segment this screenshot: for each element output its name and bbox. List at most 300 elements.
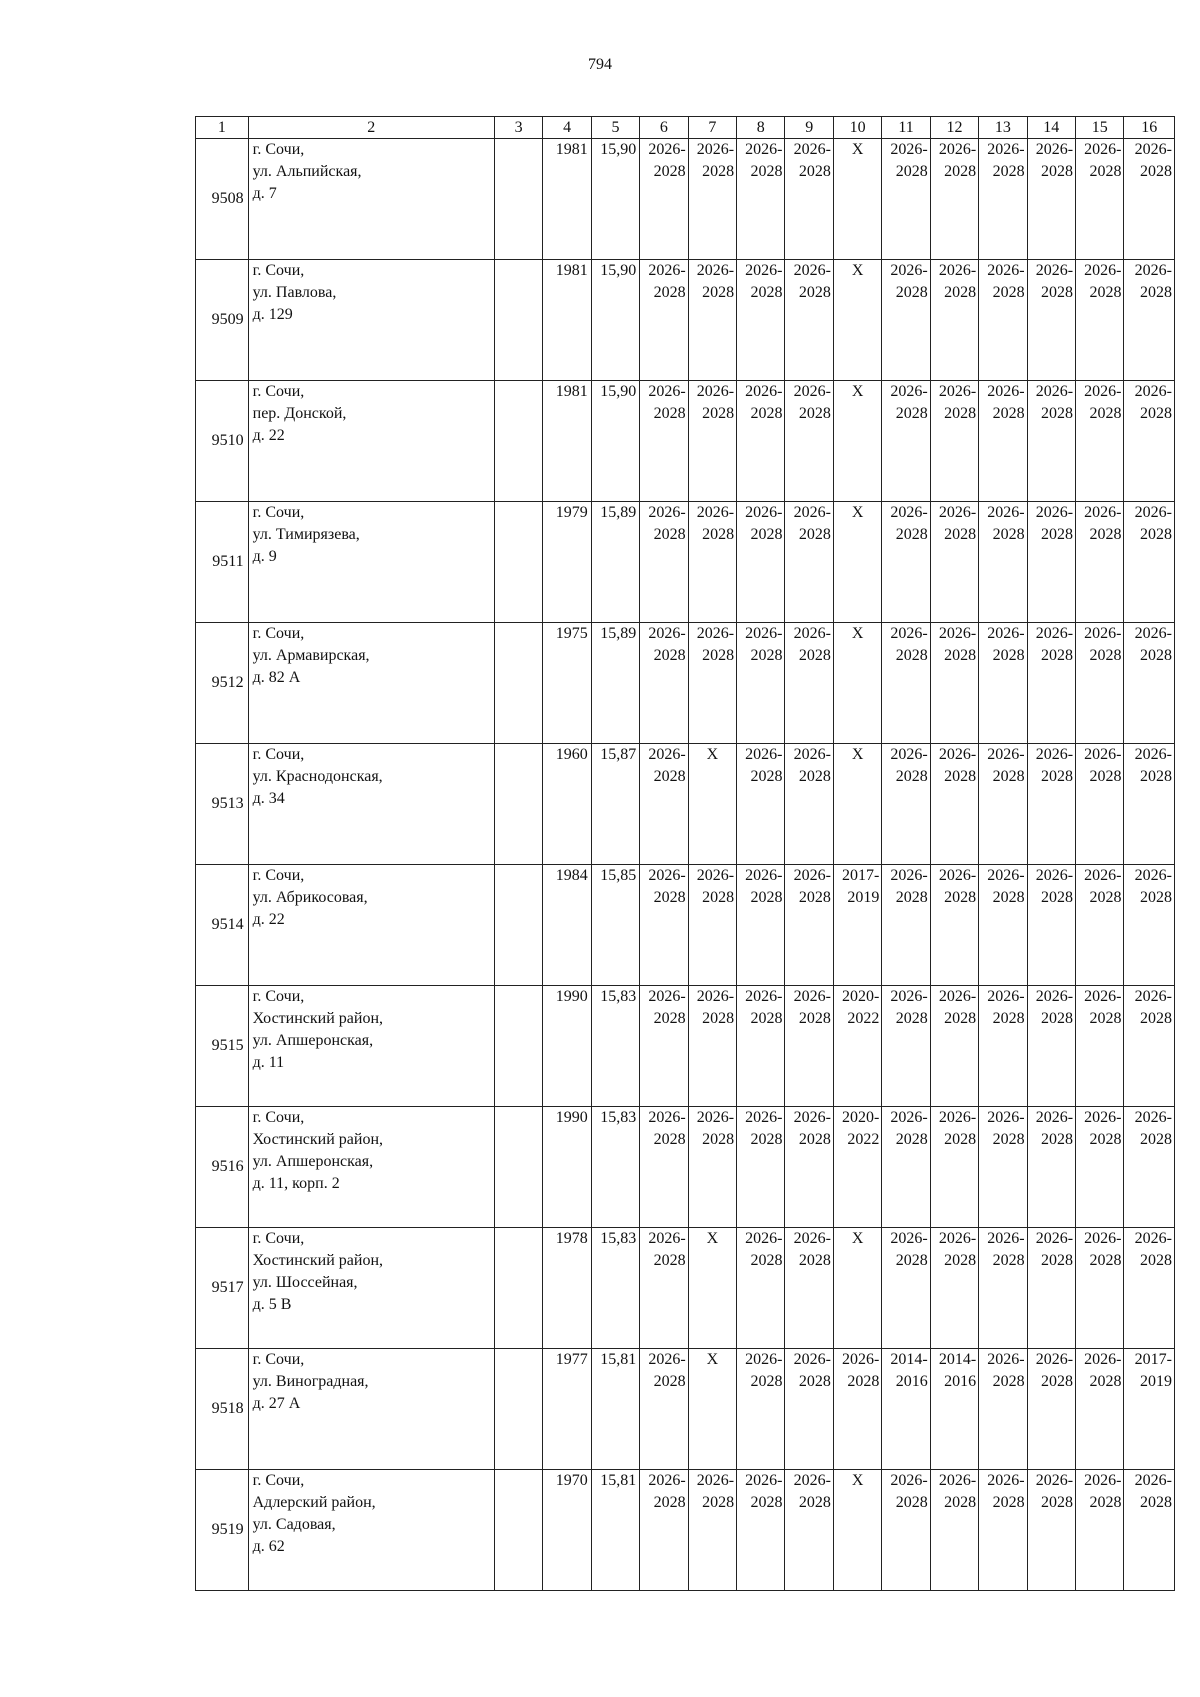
address-line: ул. Армавирская, <box>252 647 370 664</box>
period-cell <box>979 1470 1027 1591</box>
address-line: г. Сочи, <box>252 1351 305 1368</box>
period-value: 2026- 2028 <box>1084 383 1122 422</box>
period-value: 2026- 2028 <box>890 746 928 785</box>
col3-cell <box>494 502 542 623</box>
period-value: 2026- 2028 <box>890 625 928 664</box>
address-cell <box>248 623 494 744</box>
period-value: 2026- 2028 <box>938 988 977 1027</box>
period-cell <box>1027 139 1075 260</box>
period-value: 2026- 2028 <box>648 988 686 1027</box>
period-value: 2026- 2028 <box>987 746 1025 785</box>
address-line: ул. Апшеронская, <box>252 1032 374 1049</box>
period-cell <box>737 865 785 986</box>
period-cell <box>930 260 978 381</box>
period-value: Х <box>851 141 864 158</box>
period-value: Х <box>851 746 864 763</box>
address-cell <box>248 502 494 623</box>
address-line: ул. Альпийская, <box>252 163 362 180</box>
period-cell <box>737 260 785 381</box>
table-row <box>196 260 1175 381</box>
year-cell: 1960 <box>543 744 591 865</box>
period-cell <box>930 139 978 260</box>
period-value: 2017- 2019 <box>1134 1351 1172 1390</box>
address-line: пер. Донской, <box>252 405 347 422</box>
period-value: 2026- 2028 <box>890 141 928 180</box>
year-cell: 1984 <box>543 865 591 986</box>
address-cell <box>248 1349 494 1470</box>
period-value: 2026- 2028 <box>793 1472 831 1511</box>
period-value: 2026- 2028 <box>793 383 831 422</box>
column-header: 5 <box>591 117 639 139</box>
period-value: 2026- 2028 <box>1084 1351 1122 1390</box>
period-value: 2026- 2028 <box>1035 1472 1074 1511</box>
period-cell <box>785 1107 833 1228</box>
period-cell <box>882 502 930 623</box>
period-value: 2026- 2028 <box>1084 262 1122 301</box>
year-cell: 1970 <box>543 1470 591 1591</box>
period-cell <box>833 1228 881 1349</box>
column-header: 9 <box>785 117 833 139</box>
period-cell <box>1027 744 1075 865</box>
period-cell <box>1124 381 1175 502</box>
period-value: 2026- 2028 <box>1035 1230 1074 1269</box>
column-header: 6 <box>640 117 688 139</box>
period-cell <box>979 502 1027 623</box>
col3-cell <box>494 1470 542 1591</box>
period-value: 2026- 2028 <box>938 1472 977 1511</box>
period-cell <box>737 623 785 744</box>
address-line: ул. Шоссейная, <box>252 1274 358 1291</box>
period-cell <box>1076 381 1124 502</box>
period-value: 2026- 2028 <box>648 141 686 180</box>
col3-cell <box>494 865 542 986</box>
period-value: 2014- 2016 <box>938 1351 977 1390</box>
period-cell <box>1124 865 1175 986</box>
period-cell <box>640 744 688 865</box>
address-line: д. 22 <box>252 911 285 928</box>
period-cell <box>688 502 736 623</box>
page-number: 794 <box>588 56 612 73</box>
col3-cell <box>494 1349 542 1470</box>
period-cell <box>1027 502 1075 623</box>
period-value: 2026- 2028 <box>648 1351 686 1390</box>
period-cell <box>882 1470 930 1591</box>
period-cell <box>785 381 833 502</box>
period-value: 2026- 2028 <box>938 141 977 180</box>
period-cell <box>833 865 881 986</box>
period-cell <box>882 623 930 744</box>
period-cell <box>979 1349 1027 1470</box>
address-line: д. 27 А <box>252 1395 301 1412</box>
column-header: 14 <box>1027 117 1075 139</box>
period-cell <box>930 1470 978 1591</box>
period-cell <box>930 865 978 986</box>
period-value: 2026- 2028 <box>890 383 928 422</box>
column-header: 7 <box>688 117 736 139</box>
period-cell <box>688 1228 736 1349</box>
period-value: 2026- 2028 <box>1035 1351 1074 1390</box>
period-cell <box>688 865 736 986</box>
period-value: 2026- 2028 <box>745 867 783 906</box>
period-value: 2026- 2028 <box>987 1230 1025 1269</box>
period-cell <box>882 1107 930 1228</box>
period-cell <box>833 623 881 744</box>
period-value: 2026- 2028 <box>1134 504 1172 543</box>
period-value: 2026- 2028 <box>745 988 783 1027</box>
period-cell <box>833 260 881 381</box>
period-value: 2026- 2028 <box>696 867 735 906</box>
period-cell <box>930 1107 978 1228</box>
period-cell <box>1027 1349 1075 1470</box>
period-cell <box>882 381 930 502</box>
period-cell <box>785 986 833 1107</box>
period-cell <box>833 1470 881 1591</box>
year-cell: 1981 <box>543 139 591 260</box>
address-line: д. 34 <box>252 790 285 807</box>
table-row <box>196 744 1175 865</box>
value-cell: 15,90 <box>591 260 639 381</box>
period-value: 2026- 2028 <box>696 141 735 180</box>
period-cell <box>930 1228 978 1349</box>
period-cell <box>1076 1349 1124 1470</box>
period-cell <box>785 1470 833 1591</box>
period-value: 2026- 2028 <box>1035 1109 1074 1148</box>
period-cell <box>979 139 1027 260</box>
period-value: 2026- 2028 <box>938 867 977 906</box>
address-cell <box>248 1470 494 1591</box>
period-value: 2026- 2028 <box>938 383 977 422</box>
column-header: 1 <box>196 117 249 139</box>
table-row <box>196 1107 1175 1228</box>
column-header: 10 <box>833 117 881 139</box>
address-line: г. Сочи, <box>252 1472 305 1489</box>
period-cell <box>1027 381 1075 502</box>
address-line: д. 11 <box>252 1054 285 1071</box>
period-value: 2026- 2028 <box>793 1230 831 1269</box>
period-value: 2026- 2028 <box>890 988 928 1027</box>
year-cell: 1990 <box>543 1107 591 1228</box>
period-value: 2026- 2028 <box>1084 504 1122 543</box>
period-cell <box>882 139 930 260</box>
period-value: 2026- 2028 <box>793 1109 831 1148</box>
period-value: 2026- 2028 <box>648 1472 686 1511</box>
period-value: Х <box>851 1472 864 1489</box>
address-line: д. 11, корп. 2 <box>252 1175 340 1192</box>
period-value: 2026- 2028 <box>1134 262 1172 301</box>
period-value: 2026- 2028 <box>1134 746 1172 785</box>
period-cell <box>882 986 930 1107</box>
value-cell: 15,90 <box>591 381 639 502</box>
period-value: 2026- 2028 <box>1084 1472 1122 1511</box>
column-header: 8 <box>737 117 785 139</box>
period-cell <box>785 502 833 623</box>
address-line: г. Сочи, <box>252 262 305 279</box>
period-cell <box>833 1107 881 1228</box>
period-cell <box>737 502 785 623</box>
period-cell <box>737 139 785 260</box>
period-cell <box>785 260 833 381</box>
period-cell <box>640 381 688 502</box>
value-cell: 15,85 <box>591 865 639 986</box>
period-cell <box>882 260 930 381</box>
period-cell <box>1027 1228 1075 1349</box>
period-cell <box>640 1228 688 1349</box>
period-value: 2026- 2028 <box>745 1109 783 1148</box>
value-cell: 15,89 <box>591 623 639 744</box>
address-line: д. 7 <box>252 185 277 202</box>
period-cell <box>688 1349 736 1470</box>
col3-cell <box>494 139 542 260</box>
period-value: 2026- 2028 <box>1084 1109 1122 1148</box>
period-value: 2026- 2028 <box>938 504 977 543</box>
address-line: Хостинский район, <box>252 1010 384 1027</box>
address-line: г. Сочи, <box>252 1230 305 1247</box>
period-cell <box>688 1107 736 1228</box>
period-cell <box>1027 260 1075 381</box>
period-cell <box>882 1228 930 1349</box>
period-cell <box>1076 1470 1124 1591</box>
period-cell <box>688 744 736 865</box>
period-value: 2026- 2028 <box>745 141 783 180</box>
period-value: 2026- 2028 <box>890 1230 928 1269</box>
period-value: 2026- 2028 <box>1035 746 1074 785</box>
address-cell <box>248 139 494 260</box>
period-value: Х <box>851 262 864 279</box>
value-cell: 15,90 <box>591 139 639 260</box>
period-value: 2026- 2028 <box>1134 383 1172 422</box>
address-cell <box>248 1107 494 1228</box>
value-cell: 15,83 <box>591 1107 639 1228</box>
column-header: 3 <box>494 117 542 139</box>
address-line: ул. Садовая, <box>252 1516 336 1533</box>
row-id: 9518 <box>196 1349 249 1470</box>
period-value: 2026- 2028 <box>1084 867 1122 906</box>
period-cell <box>930 986 978 1107</box>
row-id: 9519 <box>196 1470 249 1591</box>
period-value: 2026- 2028 <box>987 1472 1025 1511</box>
col3-cell <box>494 986 542 1107</box>
period-value: 2026- 2028 <box>648 746 686 785</box>
col3-cell <box>494 744 542 865</box>
address-line: г. Сочи, <box>252 988 305 1005</box>
period-value: 2026- 2028 <box>793 625 831 664</box>
period-value: 2026- 2028 <box>648 383 686 422</box>
period-cell <box>688 139 736 260</box>
period-cell <box>833 986 881 1107</box>
period-cell <box>930 623 978 744</box>
period-value: 2026- 2028 <box>938 625 977 664</box>
column-header: 2 <box>248 117 494 139</box>
period-cell <box>1124 986 1175 1107</box>
table-row <box>196 1228 1175 1349</box>
col3-cell <box>494 1228 542 1349</box>
period-value: 2026- 2028 <box>1035 504 1074 543</box>
address-line: д. 62 <box>252 1538 285 1555</box>
address-line: Хостинский район, <box>252 1131 384 1148</box>
period-value: 2026- 2028 <box>793 504 831 543</box>
period-cell <box>833 744 881 865</box>
period-cell <box>1076 1228 1124 1349</box>
address-cell <box>248 260 494 381</box>
period-value: 2020- 2022 <box>842 988 880 1027</box>
period-cell <box>737 744 785 865</box>
period-value: 2026- 2028 <box>1134 988 1172 1027</box>
period-cell <box>1076 260 1124 381</box>
address-line: г. Сочи, <box>252 141 305 158</box>
table-row <box>196 1349 1175 1470</box>
period-value: 2026- 2028 <box>987 988 1025 1027</box>
address-line: д. 82 А <box>252 669 301 686</box>
row-id: 9514 <box>196 865 249 986</box>
address-line: ул. Краснодонская, <box>252 768 383 785</box>
period-value: 2026- 2028 <box>696 262 735 301</box>
period-cell <box>1124 260 1175 381</box>
period-value: 2026- 2028 <box>1035 141 1074 180</box>
address-cell <box>248 865 494 986</box>
table-row <box>196 623 1175 744</box>
period-value: Х <box>851 383 864 400</box>
address-cell <box>248 986 494 1107</box>
table-row <box>196 381 1175 502</box>
row-id: 9516 <box>196 1107 249 1228</box>
year-cell: 1981 <box>543 260 591 381</box>
period-cell <box>688 260 736 381</box>
period-value: 2026- 2028 <box>1035 383 1074 422</box>
period-cell <box>930 502 978 623</box>
period-value: 2026- 2028 <box>938 746 977 785</box>
address-line: ул. Виноградная, <box>252 1373 369 1390</box>
period-cell <box>833 381 881 502</box>
period-cell <box>785 623 833 744</box>
value-cell: 15,83 <box>591 986 639 1107</box>
table-row <box>196 502 1175 623</box>
period-cell <box>833 1349 881 1470</box>
col3-cell <box>494 1107 542 1228</box>
column-header: 15 <box>1076 117 1124 139</box>
period-cell <box>979 623 1027 744</box>
period-cell <box>1027 986 1075 1107</box>
period-cell <box>688 623 736 744</box>
period-value: Х <box>706 1351 719 1368</box>
period-cell <box>1076 502 1124 623</box>
period-value: 2026- 2028 <box>648 625 686 664</box>
row-id: 9517 <box>196 1228 249 1349</box>
col3-cell <box>494 623 542 744</box>
period-value: 2026- 2028 <box>987 383 1025 422</box>
period-value: 2026- 2028 <box>987 1109 1025 1148</box>
period-cell <box>930 744 978 865</box>
period-value: 2026- 2028 <box>793 988 831 1027</box>
period-value: 2026- 2028 <box>987 625 1025 664</box>
address-line: д. 5 В <box>252 1296 292 1313</box>
period-value: 2026- 2028 <box>1134 141 1172 180</box>
period-cell <box>882 1349 930 1470</box>
period-cell <box>737 1470 785 1591</box>
address-line: г. Сочи, <box>252 867 305 884</box>
period-cell <box>1076 1107 1124 1228</box>
table-row <box>196 865 1175 986</box>
period-cell <box>979 986 1027 1107</box>
address-line: г. Сочи, <box>252 383 305 400</box>
period-cell <box>882 865 930 986</box>
row-id: 9511 <box>196 502 249 623</box>
period-value: 2026- 2028 <box>1084 141 1122 180</box>
period-value: 2026- 2028 <box>890 867 928 906</box>
period-value: Х <box>851 504 864 521</box>
period-cell <box>1124 1107 1175 1228</box>
period-value: 2026- 2028 <box>793 141 831 180</box>
period-value: 2026- 2028 <box>696 383 735 422</box>
period-value: 2026- 2028 <box>987 141 1025 180</box>
period-value: 2026- 2028 <box>745 746 783 785</box>
period-cell <box>979 260 1027 381</box>
address-cell <box>248 744 494 865</box>
period-value: 2026- 2028 <box>745 504 783 543</box>
period-cell <box>979 744 1027 865</box>
period-cell <box>785 1349 833 1470</box>
period-cell <box>688 381 736 502</box>
period-value: Х <box>851 625 864 642</box>
period-value: 2026- 2028 <box>890 1472 928 1511</box>
period-value: 2026- 2028 <box>938 1109 977 1148</box>
period-cell <box>833 139 881 260</box>
column-header: 13 <box>979 117 1027 139</box>
period-value: 2026- 2028 <box>1084 625 1122 664</box>
period-value: 2026- 2028 <box>987 867 1025 906</box>
period-cell <box>1027 1470 1075 1591</box>
period-value: 2026- 2028 <box>938 262 977 301</box>
period-cell <box>640 1349 688 1470</box>
period-value: 2026- 2028 <box>890 262 928 301</box>
period-cell <box>688 1470 736 1591</box>
year-cell: 1981 <box>543 381 591 502</box>
col3-cell <box>494 381 542 502</box>
address-line: д. 9 <box>252 548 277 565</box>
period-value: 2026- 2028 <box>648 1109 686 1148</box>
period-cell <box>737 1349 785 1470</box>
period-value: 2026- 2028 <box>648 1230 686 1269</box>
register-table <box>195 116 1175 1591</box>
year-cell: 1979 <box>543 502 591 623</box>
period-value: 2026- 2028 <box>648 504 686 543</box>
period-value: 2026- 2028 <box>1035 625 1074 664</box>
period-cell <box>688 986 736 1107</box>
period-cell <box>1124 1349 1175 1470</box>
address-line: г. Сочи, <box>252 746 305 763</box>
period-value: 2026- 2028 <box>1134 867 1172 906</box>
period-cell <box>737 1228 785 1349</box>
column-header: 16 <box>1124 117 1175 139</box>
period-cell <box>979 1107 1027 1228</box>
period-value: 2026- 2028 <box>1035 988 1074 1027</box>
address-line: д. 129 <box>252 306 293 323</box>
period-cell <box>640 1470 688 1591</box>
period-cell <box>1124 1228 1175 1349</box>
address-line: Адлерский район, <box>252 1494 376 1511</box>
column-header: 12 <box>930 117 978 139</box>
period-cell <box>737 986 785 1107</box>
period-cell <box>640 623 688 744</box>
row-id: 9509 <box>196 260 249 381</box>
period-cell <box>1076 986 1124 1107</box>
period-cell <box>640 1107 688 1228</box>
period-cell <box>1124 744 1175 865</box>
period-cell <box>785 744 833 865</box>
period-value: 2017- 2019 <box>842 867 880 906</box>
row-id: 9513 <box>196 744 249 865</box>
period-cell <box>785 1228 833 1349</box>
period-cell <box>979 381 1027 502</box>
